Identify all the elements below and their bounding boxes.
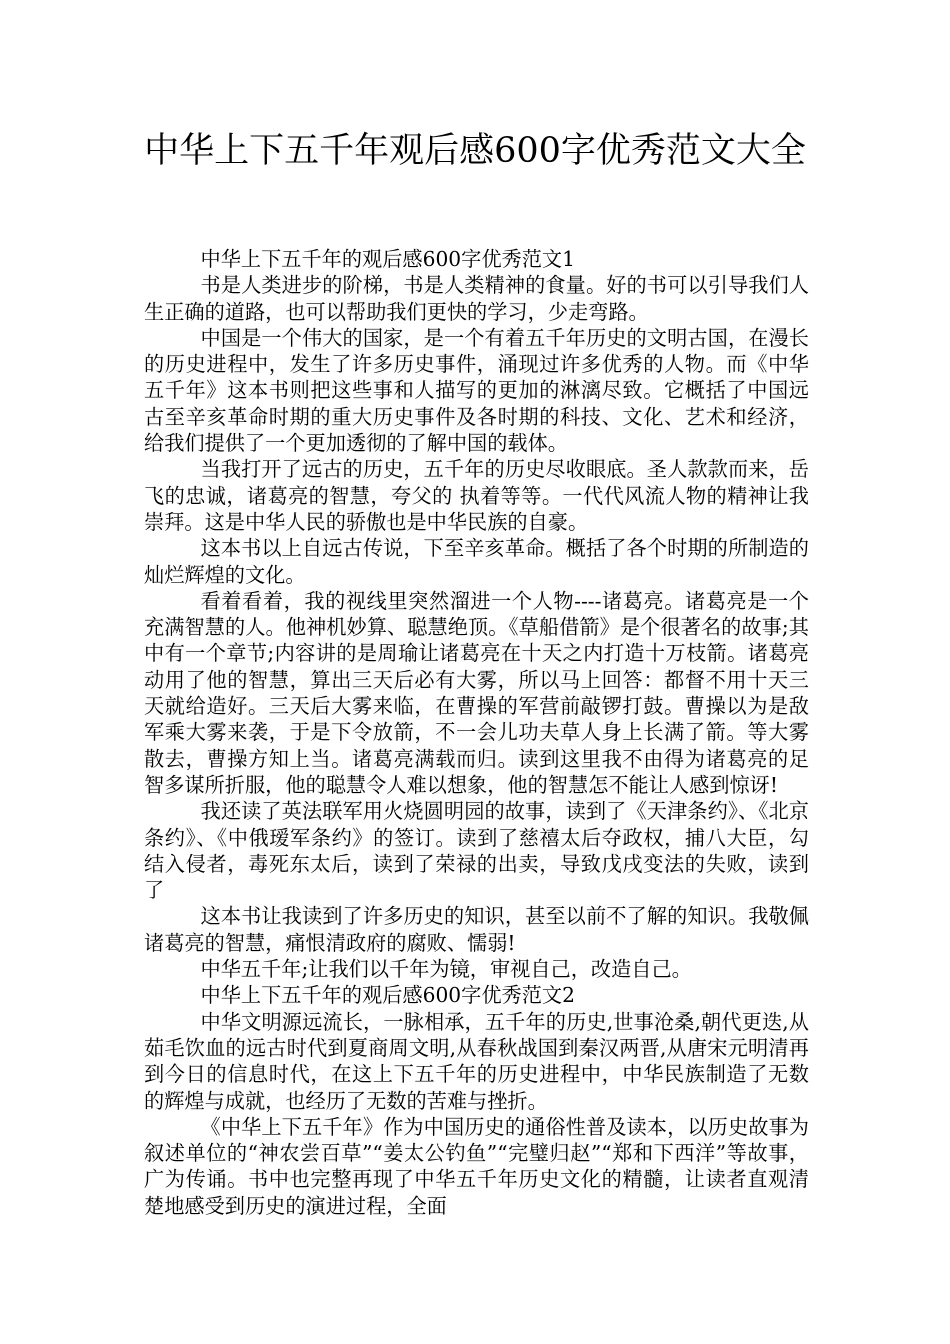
paragraph: 这本书让我读到了许多历史的知识，甚至以前不了解的知识。我敬佩诸葛亮的智慧，痛恨清政府的腐败、懦弱! <box>144 904 809 955</box>
paragraph: 这本书以上自远古传说，下至辛亥革命。概括了各个时期的所制造的灿烂辉煌的文化。 <box>144 536 809 587</box>
paragraph-essay-2-heading: 中华上下五千年的观后感600字优秀范文2 <box>200 983 575 1008</box>
paragraph: 中国是一个伟大的国家，是一个有着五千年历史的文明古国，在漫长的历史进程中，发生了许多历史事件，涌现过许多优秀的人物。而《中华五千年》这本书则把这些事和人描写的更加的淋漓尽致。它概括了中国远古至辛亥革命时期的重大历史事件及各时期的科技、文化、艺术和经济，给我们提供了一个更加透彻的了解中国的载体。 <box>144 325 809 456</box>
paragraph: 中华五千年;让我们以千年为镜，审视自己，改造自己。 <box>200 957 692 982</box>
paragraph: 书是人类进步的阶梯，书是人类精神的食量。好的书可以引导我们人生正确的道路，也可以帮助我们更快的学习，少走弯路。 <box>144 273 809 324</box>
paragraph-essay-1-heading: 中华上下五千年的观后感600字优秀范文1 <box>200 247 575 271</box>
document-title: 中华上下五千年观后感600字优秀范文大全 <box>144 131 806 171</box>
paragraph: 当我打开了远古的历史，五千年的历史尽收眼底。圣人款款而来，岳飞的忠诚，诸葛亮的智慧，夸父的 执着等等。一代代风流人物的精神让我崇拜。这是中华人民的骄傲也是中华民族的自豪。 <box>144 457 809 534</box>
paragraph: 中华文明源远流长，一脉相承，五千年的历史,世事沧桑,朝代更迭,从茹毛饮血的远古时代到夏商周文明,从春秋战国到秦汉两晋,从唐宋元明清再到今日的信息时代，在这上下五千年的历史进程中，中华民族制造了无数的辉煌与成就，也经历了无数的苦难与挫折。 <box>144 1009 809 1113</box>
paragraph: 《中华上下五千年》作为中国历史的通俗性普及读本，以历史故事为叙述单位的“神农尝百草”“姜太公钓鱼”“完璧归赵”“郑和下西洋”等故事，广为传诵。书中也完整再现了中华五千年历史文化的精髓，让读者直观清楚地感受到历史的演进过程，全面 <box>144 1114 809 1218</box>
document-body <box>144 246 809 1219</box>
paragraph: 我还读了英法联军用火烧圆明园的故事，读到了《天津条约》、《北京条约》、《中俄瑷军条约》的签订。读到了慈禧太后夺政权，捕八大臣，勾结入侵者，毒死东太后，读到了荣禄的出卖，导致戊戌变法的失败，读到了 <box>144 799 809 903</box>
paragraph: 看着看着，我的视线里突然溜进一个人物----诸葛亮。诸葛亮是一个充满智慧的人。他神机妙算、聪慧绝顶。《草船借箭》是个很著名的故事;其中有一个章节;内容讲的是周瑜让诸葛亮在十天之内打造十万枝箭。诸葛亮动用了他的智慧，算出三天后必有大雾，所以马上回答：都督不用十天三天就给造好。三天后大雾来临，在曹操的军营前敲锣打鼓。曹操以为是敌军乘大雾来袭，于是下令放箭，不一会儿功夫草人身上长满了箭。等大雾散去，曹操方知上当。诸葛亮满载而归。读到这里我不由得为诸葛亮的足智多谋所折服，他的聪慧令人难以想象，他的智慧怎不能让人感到惊讶! <box>144 588 809 797</box>
